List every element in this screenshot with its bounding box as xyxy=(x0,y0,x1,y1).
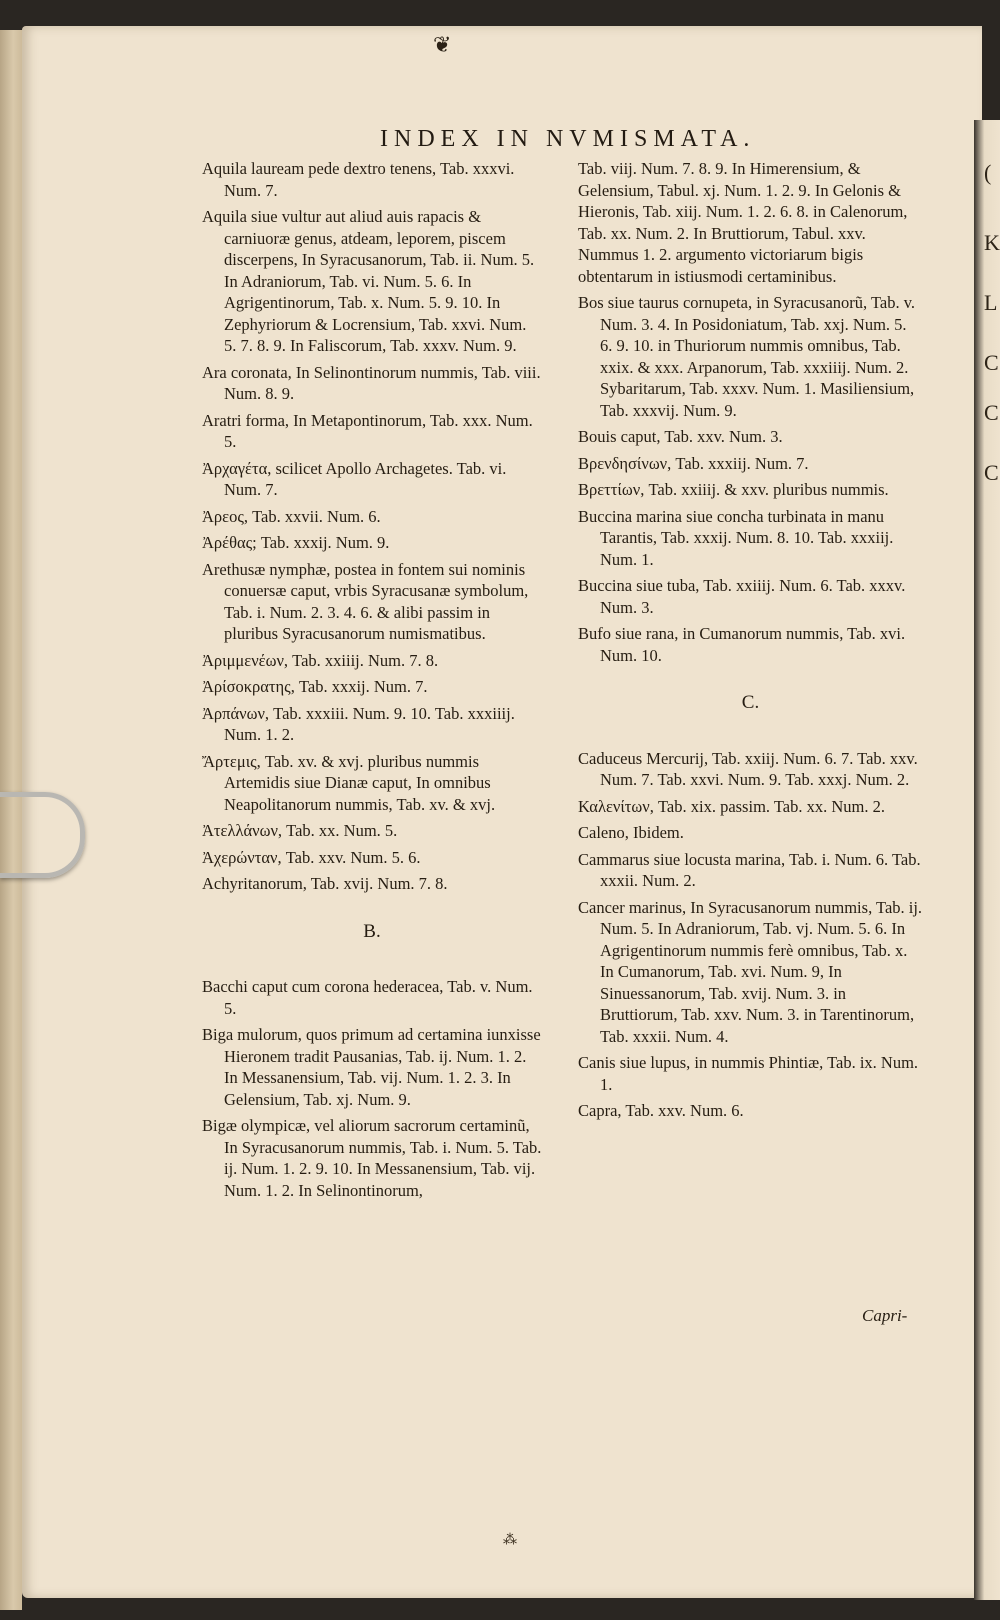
facing-mark: C xyxy=(984,350,999,375)
section-letter-b: B. xyxy=(363,920,381,942)
index-entry: Achyritanorum, Tab. xvij. Num. 7. 8. xyxy=(202,874,448,893)
index-entry: Biga mulorum, quos primum ad certamina iunxisse Hieronem tradit Pausanias, Tab. ij. Num. 1. 2. In Messanensium, Tab. vij. Num. 1. 2. 3. In Gelensium, Tab. xj. Num. 9. xyxy=(202,1025,541,1109)
paper-clip-icon xyxy=(0,792,85,878)
index-entry: Ἀχερώνταν, Tab. xxv. Num. 5. 6. xyxy=(202,847,421,867)
index-entry: Ἀρέθας; Tab. xxxij. Num. 9. xyxy=(202,533,390,552)
index-entry: Cancer marinus, In Syracusanorum nummis, Tab. ij. Num. 5. In Adraniorum, Tab. vj. Num. 5. 6. In Agrigentinorum nummis ferè omnibus, Tab. x. In Cumanorum, Tab. xvi. Num. 9, In Sinuessanorum, Tab. xvij. Num. 3. in Bruttiorum, Tab. xxv. Num. 3. in Tarentinorum, Tab. xxxii. Num. 4. xyxy=(578,897,923,1046)
footer-ornament-icon: ⁂ xyxy=(503,1533,517,1548)
index-entry: Ἀρχαγέτα, scilicet Apollo Archagetes. Tab. vi. Num. 7. xyxy=(202,458,507,499)
index-entry: Capra, Tab. xxv. Num. 6. xyxy=(578,1101,744,1120)
index-entry: Bouis caput, Tab. xxv. Num. 3. xyxy=(578,427,783,446)
ornament-icon: ❦ xyxy=(433,32,452,57)
facing-mark: C xyxy=(984,460,999,485)
index-entry: Βρεττίων, Tab. xxiiij. & xxv. pluribus nummis. xyxy=(578,480,889,499)
index-entry: Arethusæ nymphæ, postea in fontem sui nominis conuersæ caput, vrbis Syracusanæ symbolum, Tab. i. Num. 2. 3. 4. 6. & alibi passim in pluribus Syracusanorum numismatibus. xyxy=(202,559,529,643)
index-entry: Bufo siue rana, in Cumanorum nummis, Tab. xvi. Num. 10. xyxy=(578,624,906,665)
index-entry: Ἀρίσοκρατης, Tab. xxxij. Num. 7. xyxy=(202,677,428,696)
facing-mark: L xyxy=(984,290,998,315)
index-entry: Ἀρπάνων, Tab. xxxiii. Num. 9. 10. Tab. xxxiiij. Num. 1. 2. xyxy=(202,703,515,744)
index-entry: Βρενδησίνων, Tab. xxxiij. Num. 7. xyxy=(578,453,809,473)
index-entry: Ἀρεος, Tab. xxvii. Num. 6. xyxy=(202,506,381,526)
facing-page-edge xyxy=(974,120,1000,1600)
index-entry: Ἀριμμενέων, Tab. xxiiij. Num. 7. 8. xyxy=(202,650,439,670)
index-entry: Canis siue lupus, in nummis Phintiæ, Tab. ix. Num. 1. xyxy=(578,1053,919,1094)
index-entry: Aquila siue vultur aut aliud auis rapacis & carniuoræ genus, atdeam, leporem, piscem discerpens, In Syracusanorum, Tab. ii. Num. 5. In Adraniorum, Tab. vi. Num. 5. 6. In Agrigentinorum, Tab. x. Num. 5. 9. 10. In Zephyriorum & Locrensium, Tab. xxvi. Num. 5. 7. 8. 9. In Faliscorum, Tab. xxxv. Num. 9. xyxy=(202,207,535,355)
index-entry: Καλενίτων, Tab. xix. passim. Tab. xx. Num. 2. xyxy=(578,796,885,816)
index-entry: Aratri forma, In Metapontinorum, Tab. xxx. Num. 5. xyxy=(202,410,533,451)
index-entry: Bos siue taurus cornupeta, in Syracusanorũ, Tab. v. Num. 3. 4. In Posidoniatum, Tab. xxj. Num. 5. 6. 9. 10. in Thuriorum nummis omnibus, Tab. xxix. & xxx. Arpanorum, Tab. xxxiiij. Num. 2. Sybaritarum, Tab. xxxv. Num. 1. Masiliensium, Tab. xxxvij. Num. 9. xyxy=(578,293,916,420)
index-entry-continued: Tab. viij. Num. 7. 8. 9. In Himerensium, & Gelensium, Tabul. xj. Num. 1. 2. 9. In Gelonis & Hieronis, Tab. xiij. Num. 1. 2. 6. 8. in Calenorum, Tab. xx. Num. 2. In Bruttiorum, Tabul. xxv. Nummus 1. 2. argumento victoriarum bigis obtentarum in istiusmodi certaminibus. xyxy=(578,159,908,286)
index-entry: Bigæ olympicæ, vel aliorum sacrorum certaminũ, In Syracusanorum nummis, Tab. i. Num. 5. Tab. ij. Num. 1. 2. 9. 10. In Messanensium, Tab. vij. Num. 1. 2. In Selinontinorum, xyxy=(202,1116,542,1200)
index-entry: Cammarus siue locusta marina, Tab. i. Num. 6. Tab. xxxii. Num. 2. xyxy=(578,849,921,890)
index-entry: Buccina siue tuba, Tab. xxiiij. Num. 6. Tab. xxxv. Num. 3. xyxy=(578,576,906,617)
right-column xyxy=(578,158,923,1127)
facing-mark: K xyxy=(984,230,1000,255)
facing-mark: ( xyxy=(984,160,992,185)
facing-mark: C xyxy=(984,400,999,425)
left-column xyxy=(202,158,542,1206)
index-entry: Bacchi caput cum corona hederacea, Tab. v. Num. 5. xyxy=(202,977,533,1018)
page-header: INDEX IN NVMISMATA. xyxy=(380,126,756,152)
index-entry: Buccina marina siue concha turbinata in manu Tarantis, Tab. xxxij. Num. 8. 10. Tab. xxxiij. Num. 1. xyxy=(578,506,894,569)
section-letter-c: C. xyxy=(741,692,760,713)
index-entry: Caduceus Mercurij, Tab. xxiij. Num. 6. 7. Tab. xxv. Num. 7. Tab. xxvi. Num. 9. Tab. xxxj. Num. 2. xyxy=(578,748,918,789)
index-entry: Ἀτελλάνων, Tab. xx. Num. 5. xyxy=(202,821,398,840)
index-entry: Ἄρτεμις, Tab. xv. & xvj. pluribus nummis Artemidis siue Dianæ caput, In omnibus Neapolitanorum nummis, Tab. xv. & xvj. xyxy=(202,751,496,814)
index-entry: Caleno, Ibidem. xyxy=(578,823,684,842)
index-entry: Ara coronata, In Selinontinorum nummis, Tab. viii. Num. 8. 9. xyxy=(202,362,541,403)
index-entry: Aquila lauream pede dextro tenens, Tab. xxxvi. Num. 7. xyxy=(202,159,515,200)
catchword: Capri- xyxy=(862,1306,908,1325)
